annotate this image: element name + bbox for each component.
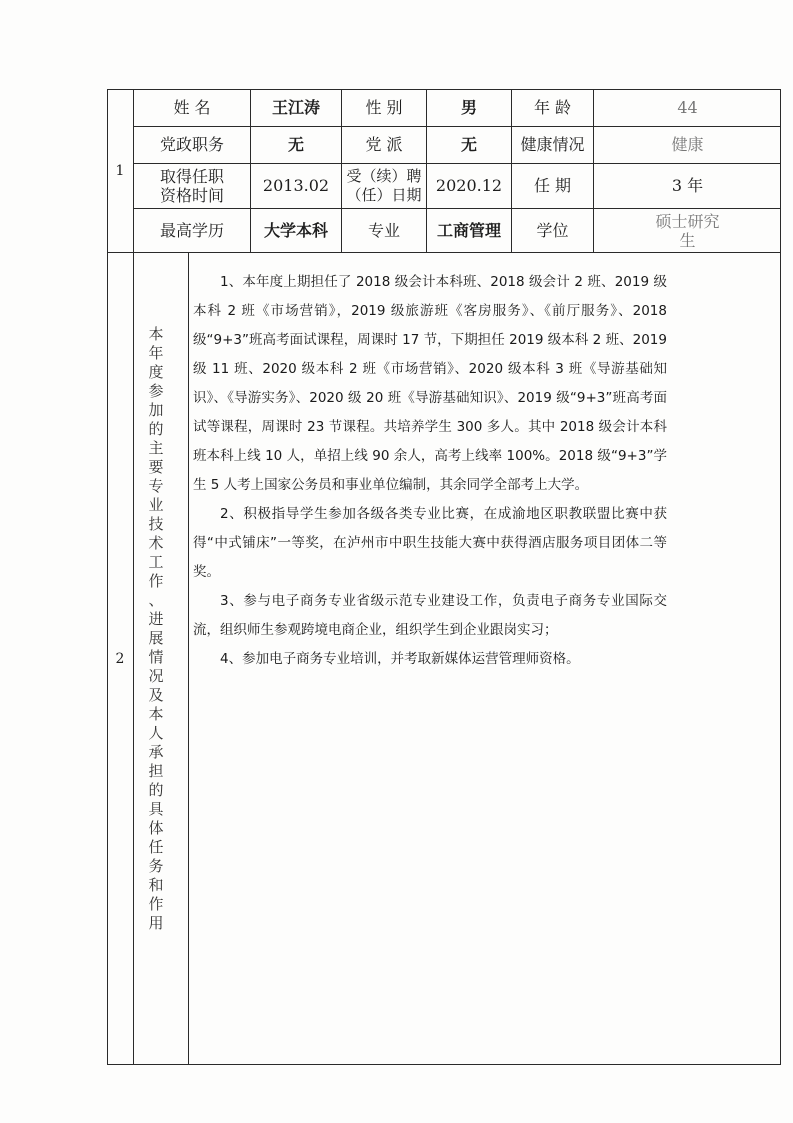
section-label-char: 本 bbox=[148, 325, 164, 343]
section-label-char: 用 bbox=[148, 914, 164, 932]
section-label-char: 、 bbox=[148, 591, 164, 609]
section-label-char: 作 bbox=[148, 895, 164, 913]
section-label-char: 作 bbox=[148, 572, 164, 590]
gender-label: 性 别 bbox=[365, 97, 403, 117]
section-label-char: 具 bbox=[148, 800, 164, 818]
section-divider bbox=[107, 252, 781, 253]
section-label-char: 主 bbox=[148, 439, 164, 457]
gender-value: 男 bbox=[460, 97, 477, 117]
section-label-char: 及 bbox=[148, 686, 164, 704]
section-label-char: 况 bbox=[148, 667, 164, 685]
qualification-date-label-line1: 取得任职 bbox=[159, 167, 224, 186]
age-label: 年 龄 bbox=[533, 97, 572, 117]
work-paragraph-1: 1、本年度上期担任了 2018 级会计本科班、2018 级会计 2 班、2019 级本科 2 班《市场营销》，2019 级旅游班《客房服务》、《前厅服务》、2018 级“9+3”班高考面试课程，周课时 17 节，下期担任 2019 级本科 2 班、2019 级 11 班、2020 级本科 2 班《市场营销》、2020 级本科 3 班《导游基础知识》、《导游实务》、2020 级 20 班《导游基础知识》、2019 级“9+3”班高考面试等课程，周课时 23 节课程。共培养学生 300 多人。其中 2018 级会计本科班本科上线 10 人，单招上线 90 余人，高考上线率 100%。2018 级“9+3”学生 5 人考上国家公务员和事业单位编制，其余同学全部考上大学。 bbox=[193, 274, 667, 493]
hire-date-label-line1: 受（续）聘 bbox=[346, 167, 422, 185]
qualification-date-label-line2: 资格时间 bbox=[159, 186, 224, 205]
label-column-divider bbox=[188, 252, 189, 1065]
name-label: 姓 名 bbox=[173, 97, 211, 117]
row-number: 1 bbox=[115, 162, 125, 179]
section-label-char: 和 bbox=[148, 876, 164, 894]
health-value: 健康 bbox=[671, 135, 704, 154]
section-label-char: 的 bbox=[148, 420, 164, 438]
health-label: 健康情况 bbox=[520, 135, 585, 154]
section-label-char: 业 bbox=[148, 496, 164, 514]
section-label-char: 要 bbox=[148, 458, 164, 476]
section-label-char: 情 bbox=[148, 648, 164, 666]
section-label-char: 担 bbox=[148, 762, 164, 780]
section-label-char: 进 bbox=[148, 610, 164, 628]
hire-date-label-line2: （任）日期 bbox=[346, 186, 422, 204]
section-label-vertical bbox=[139, 325, 173, 932]
work-paragraph-3: 3、参与电子商务专业省级示范专业建设工作，负责电子商务专业国际交流，组织师生参观跨境电商企业，组织学生到企业跟岗实习； bbox=[193, 593, 667, 638]
major-label: 专业 bbox=[367, 220, 400, 240]
section-label-char: 年 bbox=[148, 344, 164, 362]
section-label-char: 参 bbox=[148, 382, 164, 400]
section-label-char: 工 bbox=[148, 553, 164, 571]
section-label-char: 展 bbox=[148, 629, 164, 647]
name-value: 王江涛 bbox=[271, 97, 320, 117]
party-value: 无 bbox=[460, 135, 477, 154]
section-label-char: 技 bbox=[148, 515, 164, 533]
major-value: 工商管理 bbox=[436, 220, 501, 240]
qualification-date-value: 2013.02 bbox=[262, 176, 330, 195]
row-number: 2 bbox=[115, 650, 125, 667]
section-label-char: 体 bbox=[148, 819, 164, 837]
section-label-char: 加 bbox=[148, 401, 164, 419]
post-label: 党政职务 bbox=[159, 135, 224, 154]
section-label-char: 专 bbox=[148, 477, 164, 495]
post-value: 无 bbox=[287, 135, 304, 154]
work-paragraph-4: 4、参加电子商务专业培训，并考取新媒体运营管理师资格。 bbox=[220, 651, 580, 667]
section-label-char: 承 bbox=[148, 743, 164, 761]
degree-value-line2: 生 bbox=[679, 230, 696, 250]
section-label-char: 本 bbox=[148, 705, 164, 723]
hire-date-value: 2020.12 bbox=[435, 176, 503, 195]
hire-date-label bbox=[342, 164, 426, 208]
term-value: 3 年 bbox=[671, 176, 704, 195]
degree-label: 学位 bbox=[536, 220, 569, 240]
education-label: 最高学历 bbox=[159, 220, 224, 240]
section-label-char: 术 bbox=[148, 534, 164, 552]
section-label-char: 的 bbox=[148, 781, 164, 799]
degree-value-line1: 硕士研究 bbox=[655, 211, 720, 231]
qualification-date-label bbox=[134, 164, 250, 208]
education-value: 大学本科 bbox=[263, 220, 328, 240]
party-label: 党 派 bbox=[365, 135, 403, 154]
term-label: 任 期 bbox=[533, 176, 572, 195]
section-label-char: 度 bbox=[148, 363, 164, 381]
degree-value bbox=[594, 209, 781, 252]
age-value: 44 bbox=[677, 97, 698, 117]
section-label-char: 任 bbox=[148, 838, 164, 856]
section-label-char: 务 bbox=[148, 857, 164, 875]
work-description bbox=[193, 268, 667, 674]
section-label-char: 人 bbox=[148, 724, 164, 742]
work-paragraph-2: 2、积极指导学生参加各级各类专业比赛，在成渝地区职教联盟比赛中获得“中式铺床”一等奖，在泸州市中职生技能大赛中获得酒店服务项目团体二等奖。 bbox=[193, 506, 667, 580]
